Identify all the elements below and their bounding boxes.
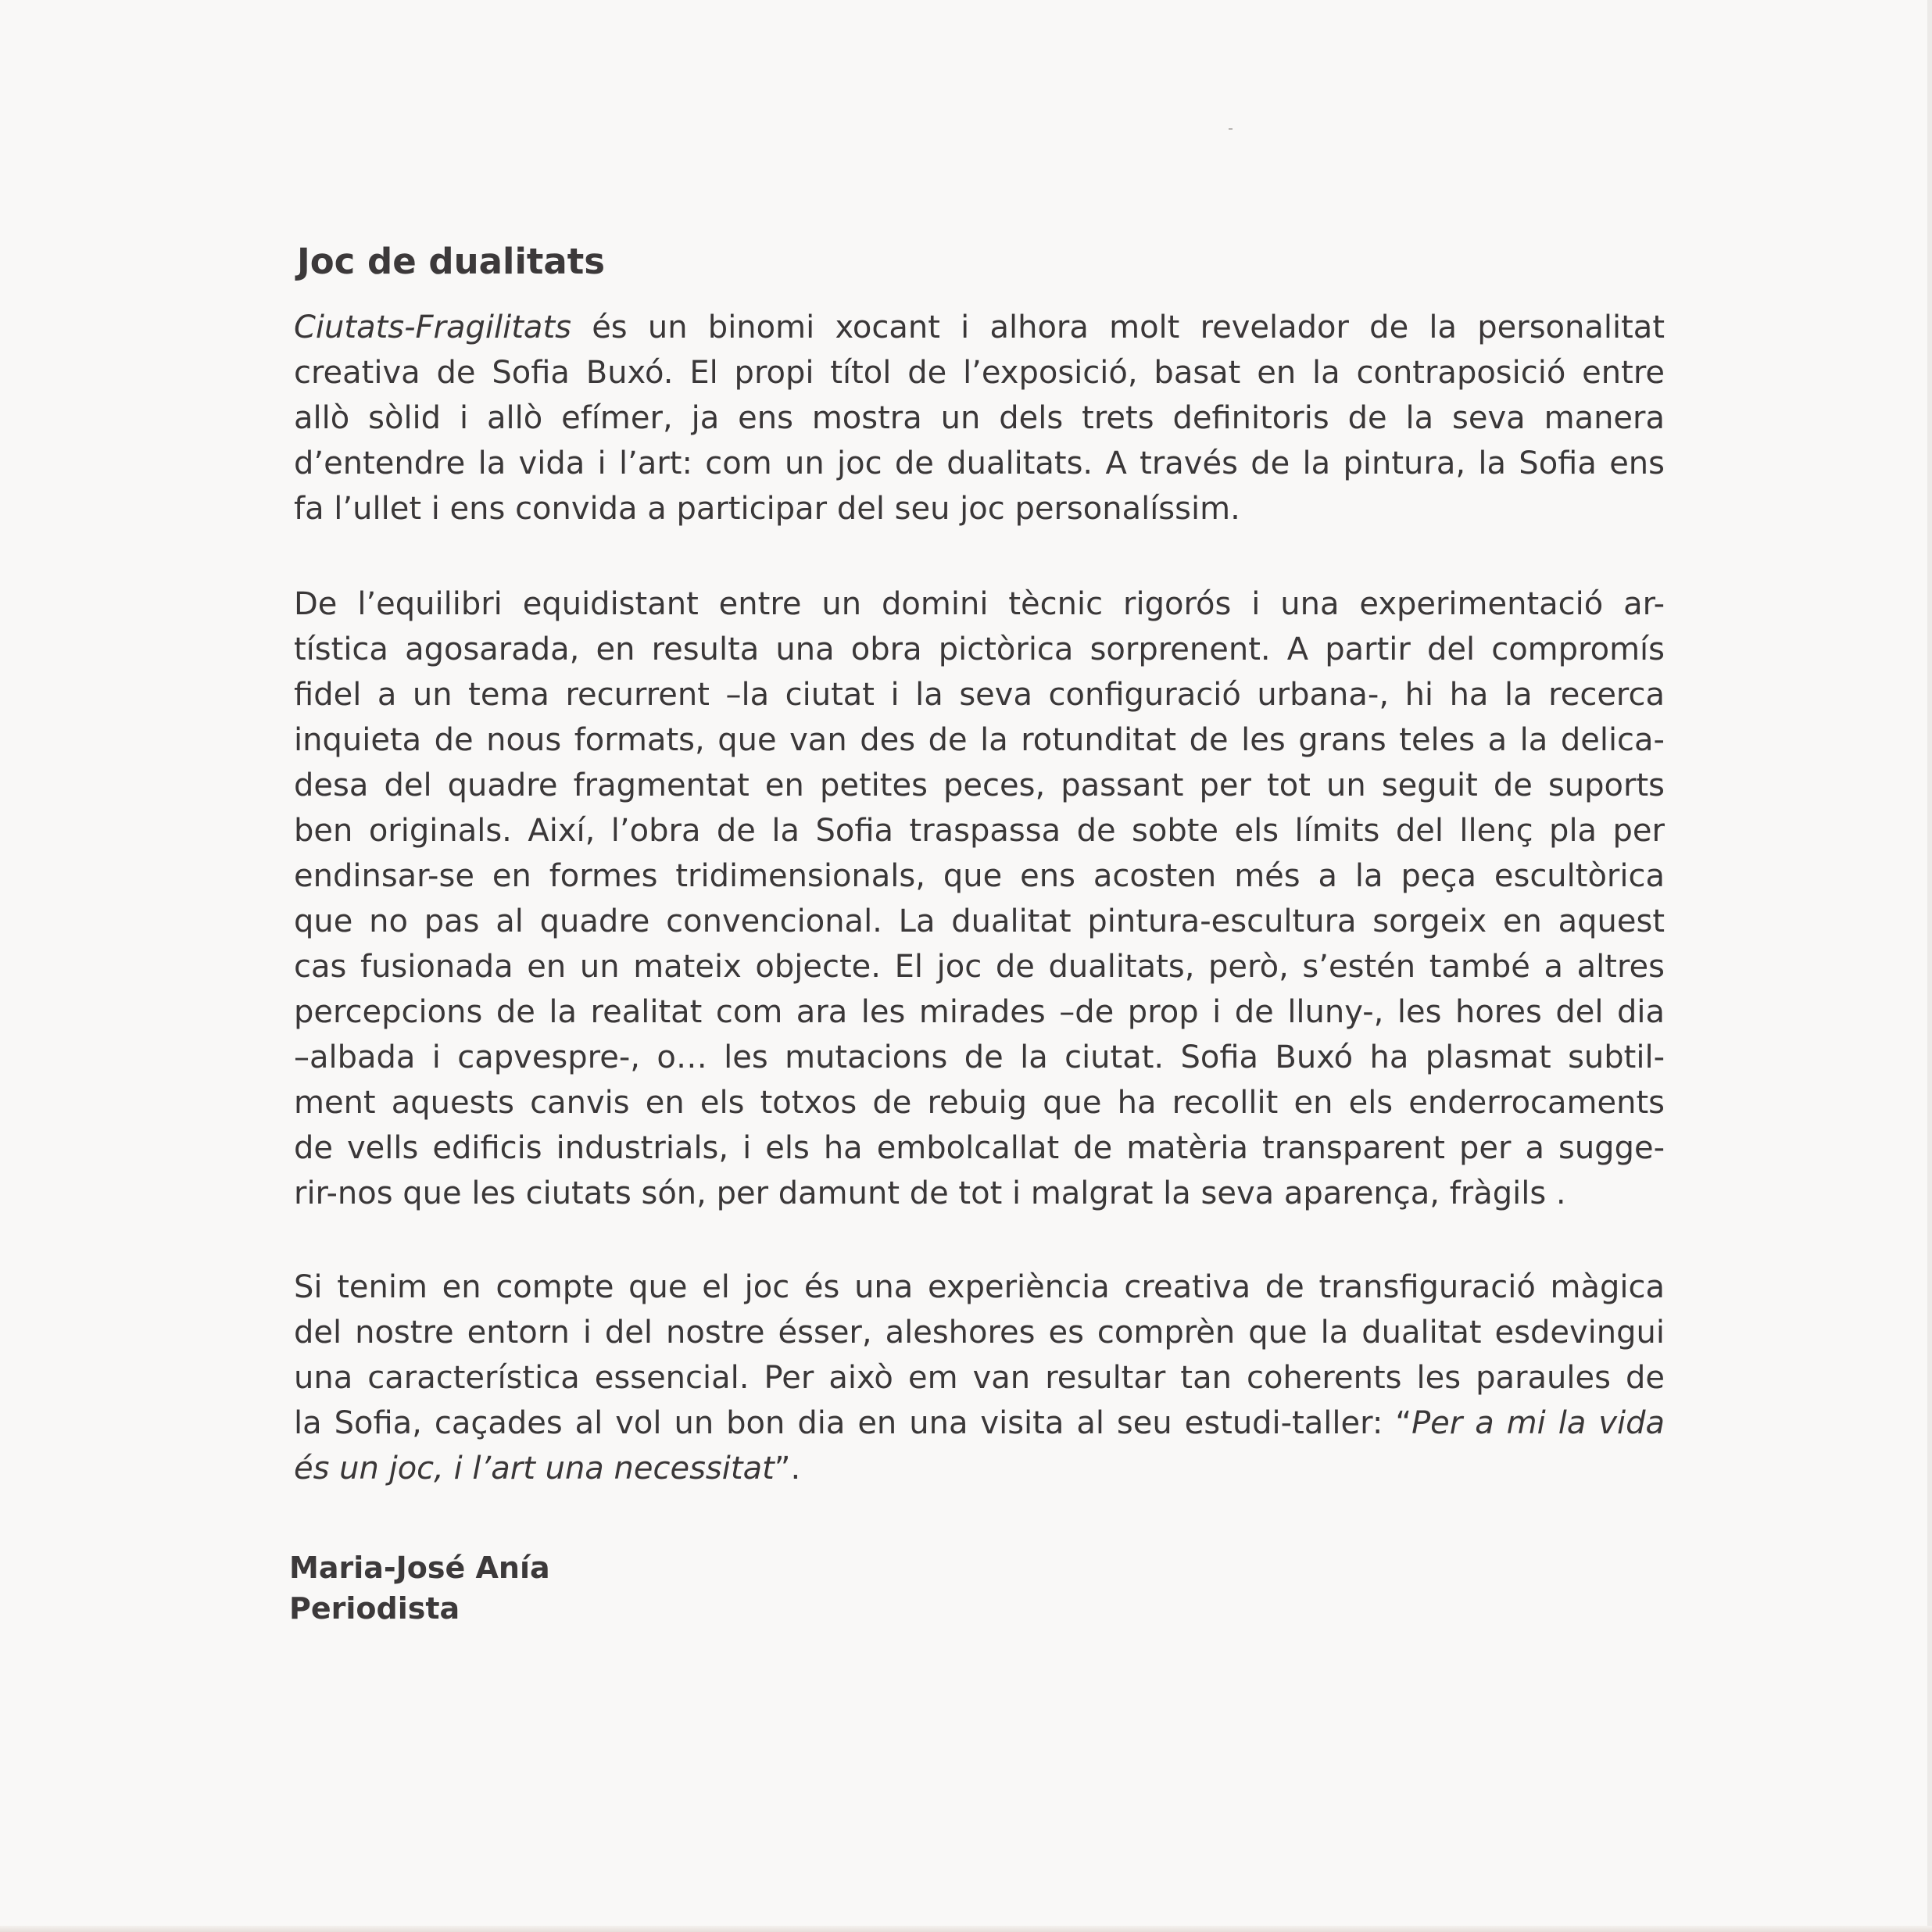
paragraph-3-line: Si tenim en compte que el joc és una experiència creativa de transfiguració màgica <box>294 1269 1665 1305</box>
paragraph-2-line: que no pas al quadre convencional. La dualitat pintura-escultura sorgeix en aquest <box>294 903 1665 939</box>
paragraph-2-line: ment aquests canvis en els totxos de rebuig que ha recollit en els enderrocaments <box>294 1085 1665 1121</box>
paragraph-2-line: ben originals. Així, l’obra de la Sofia traspassa de sobte els límits del llenç pla per <box>294 813 1665 849</box>
paragraph-2-line: de vells edificis industrials, i els ha embolcallat de matèria transparent per a sugge- <box>294 1130 1665 1166</box>
page-edge-bottom <box>0 1926 1932 1932</box>
paragraph-2-line: rir-nos que les ciutats són, per damunt de tot i malgrat la seva aparença, fràgils . <box>294 1175 1566 1211</box>
paragraph-2-line: tística agosarada, en resulta una obra pictòrica sorprenent. A partir del compromís <box>294 631 1665 667</box>
paragraph-3-line <box>294 1401 1665 1446</box>
page-edge <box>1927 0 1932 1932</box>
paragraph-3-line: del nostre entorn i del nostre ésser, aleshores es comprèn que la dualitat esdevingui <box>294 1315 1665 1351</box>
paragraph-1-line: allò sòlid i allò efímer, ja ens mostra un dels trets definitoris de la seva manera <box>294 400 1665 436</box>
paragraph-1-text: és un binomi xocant i alhora molt revelador de la personalitat <box>571 309 1665 345</box>
paragraph-2-line: inquieta de nous formats, que van des de la rotunditat de les grans teles a la delica- <box>294 722 1665 758</box>
paragraph-2-line: cas fusionada en un mateix objecte. El joc de dualitats, però, s’estén també a altres <box>294 949 1665 985</box>
paragraph-2-line: –albada i capvespre-, o… les mutacions de la ciutat. Sofia Buxó ha plasmat subtil- <box>294 1039 1665 1075</box>
article-title: Joc de dualitats <box>297 241 606 282</box>
paragraph-1-line <box>294 305 1665 350</box>
paragraph-1-line: fa l’ullet i ens convida a participar del seu joc personalíssim. <box>294 491 1240 527</box>
paragraph-2-line: fidel a un tema recurrent –la ciutat i la seva configuració urbana-, hi ha la recerca <box>294 677 1665 713</box>
paragraph-1-line: d’entendre la vida i l’art: com un joc de dualitats. A través de la pintura, la Sofia ens <box>294 445 1665 481</box>
book-title: Ciutats-Fragilitats <box>294 309 571 345</box>
quote-close: ”. <box>774 1451 801 1487</box>
paragraph-1-line: creativa de Sofia Buxó. El propi títol de l’exposició, basat en la contraposició entre <box>294 355 1665 391</box>
quote-text: Per a mi la vida <box>1411 1405 1665 1441</box>
paragraph-2-line: percepcions de la realitat com ara les mirades –de prop i de lluny-, les hores del dia <box>294 994 1665 1030</box>
author-role: Periodista <box>289 1591 460 1626</box>
quote-text: és un joc, i l’art una necessitat <box>294 1451 775 1487</box>
paragraph-2-line: endinsar-se en formes tridimensionals, que ens acosten més a la peça escultòrica <box>294 858 1665 894</box>
paragraph-2-line: De l’equilibri equidistant entre un domini tècnic rigorós i una experimentació ar- <box>294 586 1665 622</box>
paragraph-3-line: una característica essencial. Per això em van resultar tan coherents les paraules de <box>294 1360 1665 1396</box>
paragraph-3-line <box>294 1446 1665 1491</box>
author-name: Maria-José Anía <box>289 1551 550 1585</box>
scan-speck <box>1229 128 1233 130</box>
paragraph-3-text: la Sofia, caçades al vol un bon dia en una visita al seu estudi-taller: “ <box>294 1405 1412 1441</box>
paragraph-2-line: desa del quadre fragmentat en petites peces, passant per tot un seguit de suports <box>294 767 1665 803</box>
